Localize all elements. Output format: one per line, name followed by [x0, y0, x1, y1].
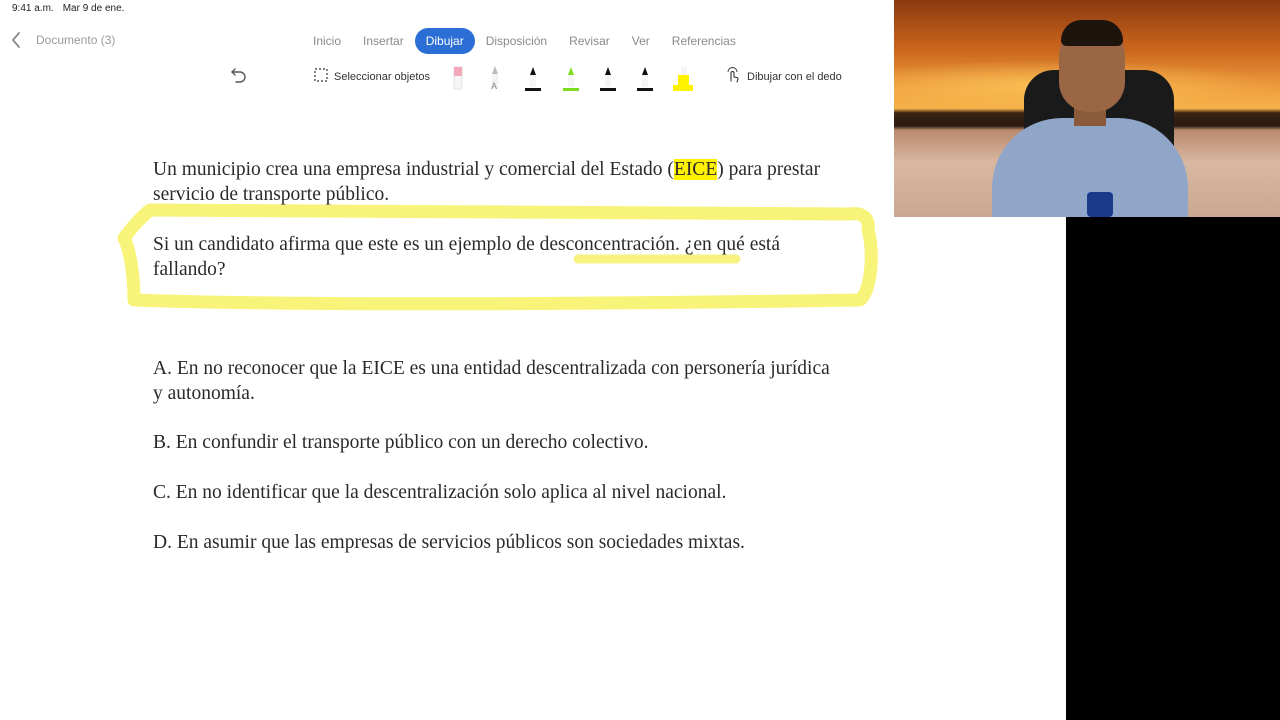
question-line-2: fallando? [153, 259, 226, 280]
option-a [153, 356, 830, 406]
black-side-panel [1066, 217, 1280, 720]
presenter-hair [1061, 20, 1123, 46]
option-c: C. En no identificar que la descentralización solo aplica al nivel nacional. [153, 482, 727, 503]
tab-revisar[interactable]: Revisar [569, 34, 610, 48]
statement-text-end: ) para prestar [717, 159, 821, 180]
status-time: 9:41 a.m. [12, 3, 54, 14]
draw-toolbar [0, 60, 894, 92]
select-objects-label: Seleccionar objetos [334, 70, 431, 83]
option-d: D. En asumir que las empresas de servicios públicos son sociedades mixtas. [153, 532, 745, 553]
pen-black-icon-3[interactable] [634, 63, 656, 91]
draw-with-finger-button[interactable] [725, 67, 842, 86]
finger-touch-icon [725, 67, 741, 86]
pen-black-icon[interactable] [522, 63, 544, 91]
select-objects-icon [314, 68, 328, 85]
option-a-line-2: y autonomía. [153, 383, 255, 404]
highlighted-eice: EICE [673, 159, 718, 180]
question-line-1: Si un candidato afirma que este es un ejemplo de desconcentración. ¿en qué está [153, 234, 781, 255]
ribbon-tabs [302, 28, 747, 54]
back-button[interactable] [10, 31, 115, 49]
tab-disposicion[interactable]: Disposición [485, 34, 548, 48]
tab-inicio[interactable]: Inicio [313, 34, 342, 48]
select-objects-button[interactable] [314, 68, 430, 85]
status-date: Mar 9 de ene. [62, 3, 125, 14]
webcam-overlay [894, 0, 1280, 217]
tab-referencias[interactable]: Referencias [671, 34, 736, 48]
pen-green-icon[interactable] [560, 63, 582, 91]
tab-ver[interactable]: Ver [631, 34, 650, 48]
pencil-icon[interactable] [484, 63, 506, 91]
option-a-line-1: A. En no reconocer que la EICE es una entidad descentralizada con personería jurídica [153, 358, 830, 379]
document-title[interactable]: Documento (3) [36, 33, 116, 47]
statement-text-start: Un municipio crea una empresa industrial y comercial del Estado ( [153, 159, 674, 180]
pen-black-icon-2[interactable] [597, 63, 619, 91]
tab-dibujar[interactable]: Dibujar [415, 28, 475, 54]
svg-text:A: A [491, 81, 498, 91]
problem-statement [153, 157, 820, 207]
statement-line-2: servicio de transporte público. [153, 184, 390, 205]
status-bar [12, 3, 124, 14]
eraser-icon[interactable] [447, 63, 469, 91]
option-b: B. En confundir el transporte público con un derecho colectivo. [153, 432, 649, 453]
tab-insertar[interactable]: Insertar [363, 34, 404, 48]
chevron-left-icon[interactable] [10, 31, 22, 49]
microphone-icon [1087, 192, 1113, 217]
question-text [153, 232, 780, 282]
draw-with-finger-label: Dibujar con el dedo [747, 70, 842, 83]
undo-icon[interactable] [229, 66, 249, 89]
highlighter-icon[interactable] [672, 63, 694, 91]
